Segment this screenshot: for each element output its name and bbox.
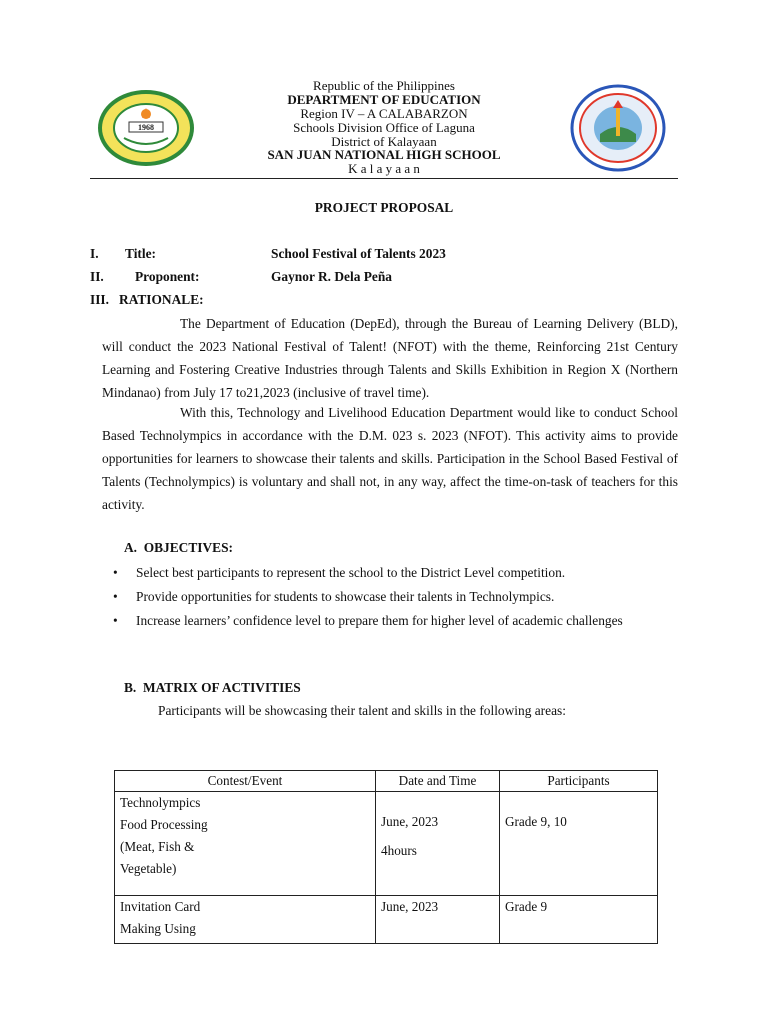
- item-title-label: Title:: [125, 246, 156, 261]
- objectives-heading: A. OBJECTIVES:: [124, 540, 234, 555]
- column-header-participants: Participants: [500, 771, 658, 792]
- matrix-heading: B. MATRIX OF ACTIVITIES: [124, 680, 301, 695]
- event-cell: Technolympics Food Processing (Meat, Fish & Vegetable): [115, 792, 376, 896]
- header-district: District of Kalayaan: [331, 134, 437, 149]
- header-divider: [90, 178, 678, 179]
- column-header-event: Contest/Event: [115, 771, 376, 792]
- objective-item: • Select best participants to represent the school to the District Level competition.: [136, 561, 678, 584]
- table-header-row: [115, 771, 658, 792]
- participants-cell: Grade 9, 10: [500, 792, 658, 896]
- bullet-icon: •: [113, 565, 118, 580]
- rationale-paragraph-1: The Department of Education (DepEd), through the Bureau of Learning Delivery (BLD), will conduct the 2023 National Festival of Talent! (NFOT) with the theme, Reinforcing 21st Century Learning and Fostering Creative Industries through Talents and Skills Exhibition in Region X (Northern Mindanao) from July 17 to21,2023 (inclusive of travel time).: [102, 316, 678, 400]
- item-title-value: School Festival of Talents 2023: [271, 246, 446, 261]
- event-cell: Invitation Card Making Using: [115, 896, 376, 944]
- item-proponent-label: Proponent:: [135, 269, 200, 284]
- header-division: Schools Division Office of Laguna: [293, 120, 475, 135]
- column-header-date: Date and Time: [376, 771, 500, 792]
- svg-text:1968: 1968: [138, 123, 154, 132]
- objective-item: • Increase learners’ confidence level to prepare them for higher level of academic challenges: [136, 609, 678, 632]
- table-row: [115, 792, 658, 896]
- rationale-heading: III. RATIONALE:: [90, 292, 204, 307]
- header-republic: Republic of the Philippines: [313, 78, 455, 93]
- item-title-number: I.: [90, 246, 99, 261]
- objectives-list: [113, 561, 678, 632]
- item-proponent-number: II.: [90, 269, 104, 284]
- matrix-intro: Participants will be showcasing their talent and skills in the following areas:: [158, 703, 566, 718]
- header-school-name: SAN JUAN NATIONAL HIGH SCHOOL: [267, 147, 501, 162]
- date-cell: June, 2023 4hours: [376, 792, 500, 896]
- header-region: Region IV – A CALABARZON: [300, 106, 468, 121]
- header-department: DEPARTMENT OF EDUCATION: [287, 92, 481, 107]
- document-title: PROJECT PROPOSAL: [314, 200, 454, 215]
- participants-cell: Grade 9: [500, 896, 658, 944]
- header-town: K a l a y a a n: [348, 161, 420, 176]
- bullet-icon: •: [113, 613, 118, 628]
- item-proponent-value: Gaynor R. Dela Peña: [271, 269, 393, 284]
- date-cell: June, 2023: [376, 896, 500, 944]
- table-row: [115, 896, 658, 944]
- rationale-paragraph-2: With this, Technology and Livelihood Education Department would like to conduct School Based Technolympics in accordance with the D.M. 023 s. 2023 (NFOT). This activity aims to provide opportunities for learners to showcase their talents and skills. Participation in the School Based Festival of Talents (Technolympics) is voluntary and shall not, in any way, affect the time-on-task of teachers for this activity.: [102, 405, 678, 512]
- activities-table: [114, 770, 658, 944]
- objective-item: • Provide opportunities for students to showcase their talents in Technolympics.: [136, 585, 678, 608]
- bullet-icon: •: [113, 589, 118, 604]
